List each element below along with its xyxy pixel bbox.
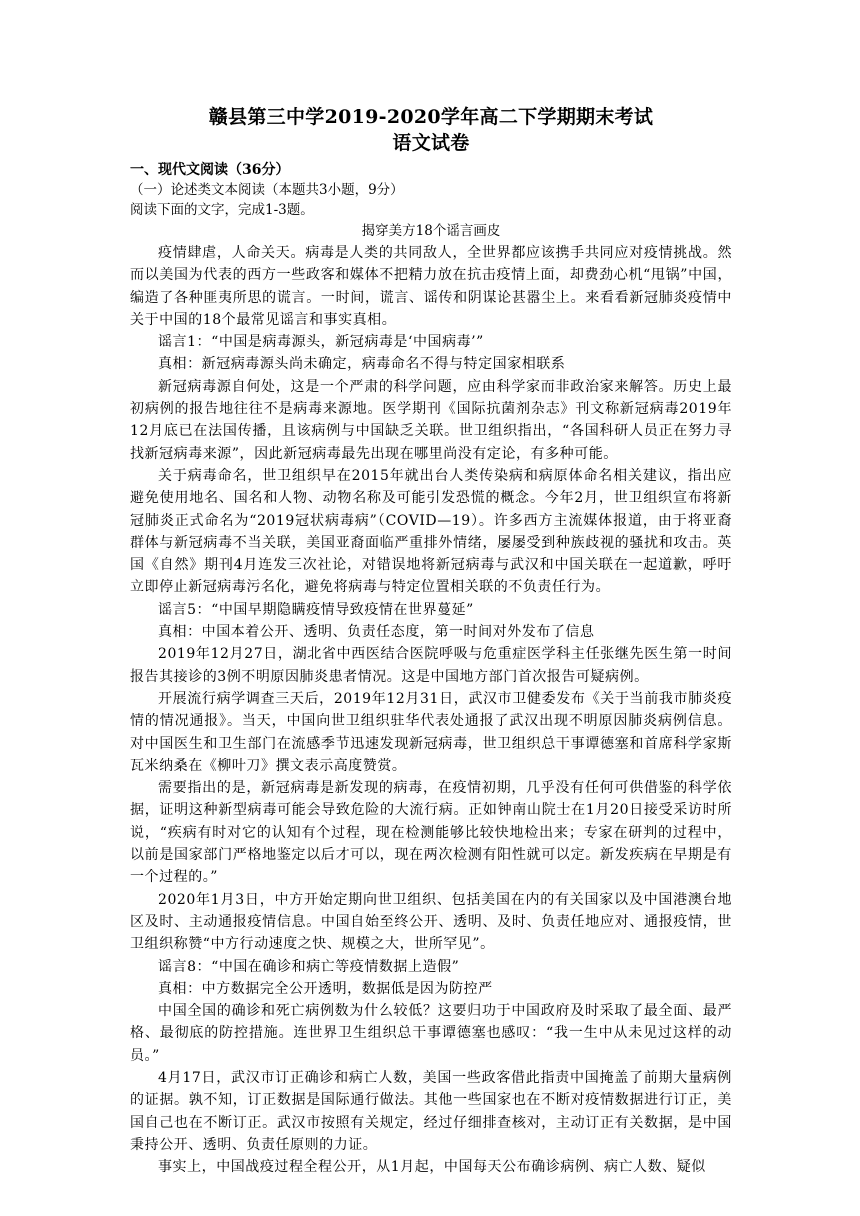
exam-title: 赣县第三中学2019-2020学年高二下学期期末考试 xyxy=(208,106,654,128)
paragraph: 真相：新冠病毒源头尚未确定，病毒命名不得与特定国家相联系 xyxy=(158,356,566,373)
section-heading: 一、现代文阅读（36分） xyxy=(130,162,290,178)
exam-page xyxy=(130,104,732,1178)
paragraph: 需要指出的是，新冠病毒是新发现的病毒，在疫情初期，几乎没有任何可供借鉴的科学依据，证明这种新型病毒可能会导致危险的大流行病。正如钟南山院士在1月20日接受采访时所说，“疾病有时对它的认知有个过程，现在检测能够比较快地检出来；专家在研判的过程中，以前是国家部门严格地鉴定以后才可以，现在两次检测有阳性就可以定。新发疾病在早期是有一个过程的。” xyxy=(130,780,732,886)
paragraph: 谣言1：“中国是病毒源头，新冠病毒是‘中国病毒’” xyxy=(158,334,484,351)
paragraph: 中国全国的确诊和死亡病例数为什么较低？这要归功于中国政府及时采取了最全面、最严格、最彻底的防控措施。连世界卫生组织总干事谭德塞也感叹：“我一生中从未见过这样的动员。” xyxy=(130,1003,732,1064)
paragraph: 疫情肆虐，人命关天。病毒是人类的共同敌人，全世界都应该携手共同应对疫情挑战。然而以美国为代表的西方一些政客和媒体不把精力放在抗击疫情上面，却费劲心机“甩锅”中国，编造了各种匪夷所思的谎言。一时间，谎言、谣传和阴谋论甚嚣尘上。来看看新冠肺炎疫情中关于中国的18个最常见谣言和事实真相。 xyxy=(130,245,732,328)
exam-subtitle: 语文试卷 xyxy=(392,132,470,154)
paragraph: 谣言8：“中国在确诊和病亡等疫情数据上造假” xyxy=(158,958,460,975)
paragraph: 2020年1月3日，中方开始定期向世卫组织、包括美国在内的有关国家以及中国港澳台地区及时、主动通报疫情信息。中国自始至终公开、透明、及时、负责任地应对、通报疫情，世卫组织称赞“中方行动速度之快、规模之大，世所罕见”。 xyxy=(130,891,732,953)
paragraph: 2019年12月27日，湖北省中西医结合医院呼吸与危重症医学科主任张继先医生第一时间报告其接诊的3例不明原因肺炎患者情况。这是中国地方部门首次报告可疑病例。 xyxy=(130,646,732,685)
reading-instruction: 阅读下面的文字，完成1-3题。 xyxy=(130,202,314,218)
paragraph: 事实上，中国战疫过程全程公开，从1月起，中国每天公布确诊病例、病亡人数、疑似 xyxy=(158,1159,706,1176)
paragraph: 开展流行病学调查三天后，2019年12月31日，武汉市卫健委发布《关于当前我市肺炎疫情的情况通报》。当天，中国向世卫组织驻华代表处通报了武汉出现不明原因肺炎病例信息。对中国医生和卫生部门在流感季节迅速发现新冠病毒，世卫组织总干事谭德塞和首席科学家斯瓦米纳桑在《柳叶刀》撰文表示高度赞赏。 xyxy=(130,690,732,774)
article-body xyxy=(130,242,732,1178)
paragraph: 新冠病毒源自何处，这是一个严肃的科学问题，应由科学家而非政治家来解答。历史上最初病例的报告地往往不是病毒来源地。医学期刊《国际抗菌剂杂志》刊文称新冠病毒2019年12月底已在法国传播，且该病例与中国缺乏关联。世卫组织指出，“各国科研人员正在努力寻找新冠病毒来源”，因此新冠病毒最先出现在哪里尚没有定论，有多种可能。 xyxy=(130,378,732,462)
paragraph: 关于病毒命名，世卫组织早在2015年就出台人类传染病和病原体命名相关建议，指出应避免使用地名、国名和人物、动物名称及可能引发恐慌的概念。今年2月，世卫组织宣布将新冠肺炎正式命名为“2019冠状病毒病”（COVID—19）。许多西方主流媒体报道，由于将亚裔群体与新冠病毒不当关联，美国亚裔面临严重排外情绪，屡屡受到种族歧视的骚扰和攻击。英国《自然》期刊4月连发三次社论，对错误地将新冠病毒与武汉和中国关联在一起道歉，呼吁立即停止新冠病毒污名化，避免将病毒与特定位置相关联的不负责任行为。 xyxy=(130,467,732,596)
article-title: 揭穿美方18个谣言画皮 xyxy=(361,223,501,239)
paragraph: 4月17日，武汉市订正确诊和病亡人数，美国一些政客借此指责中国掩盖了前期大量病例的证据。孰不知，订正数据是国际通行做法。其他一些国家也在不断对疫情数据进行订正，美国自己也在不断订正。武汉市按照有关规定，经过仔细排查核对，主动订正有关数据，是中国秉持公开、透明、负责任原则的力证。 xyxy=(130,1069,732,1153)
paragraph: 谣言5：“中国早期隐瞒疫情导致疫情在世界蔓延” xyxy=(158,601,474,618)
paragraph: 真相：中国本着公开、透明、负责任态度，第一时间对外发布了信息 xyxy=(158,624,595,641)
paragraph: 真相：中方数据完全公开透明，数据低是因为防控严 xyxy=(158,980,493,997)
section-subheading: （一）论述类文本阅读（本题共3小题，9分） xyxy=(130,182,404,198)
